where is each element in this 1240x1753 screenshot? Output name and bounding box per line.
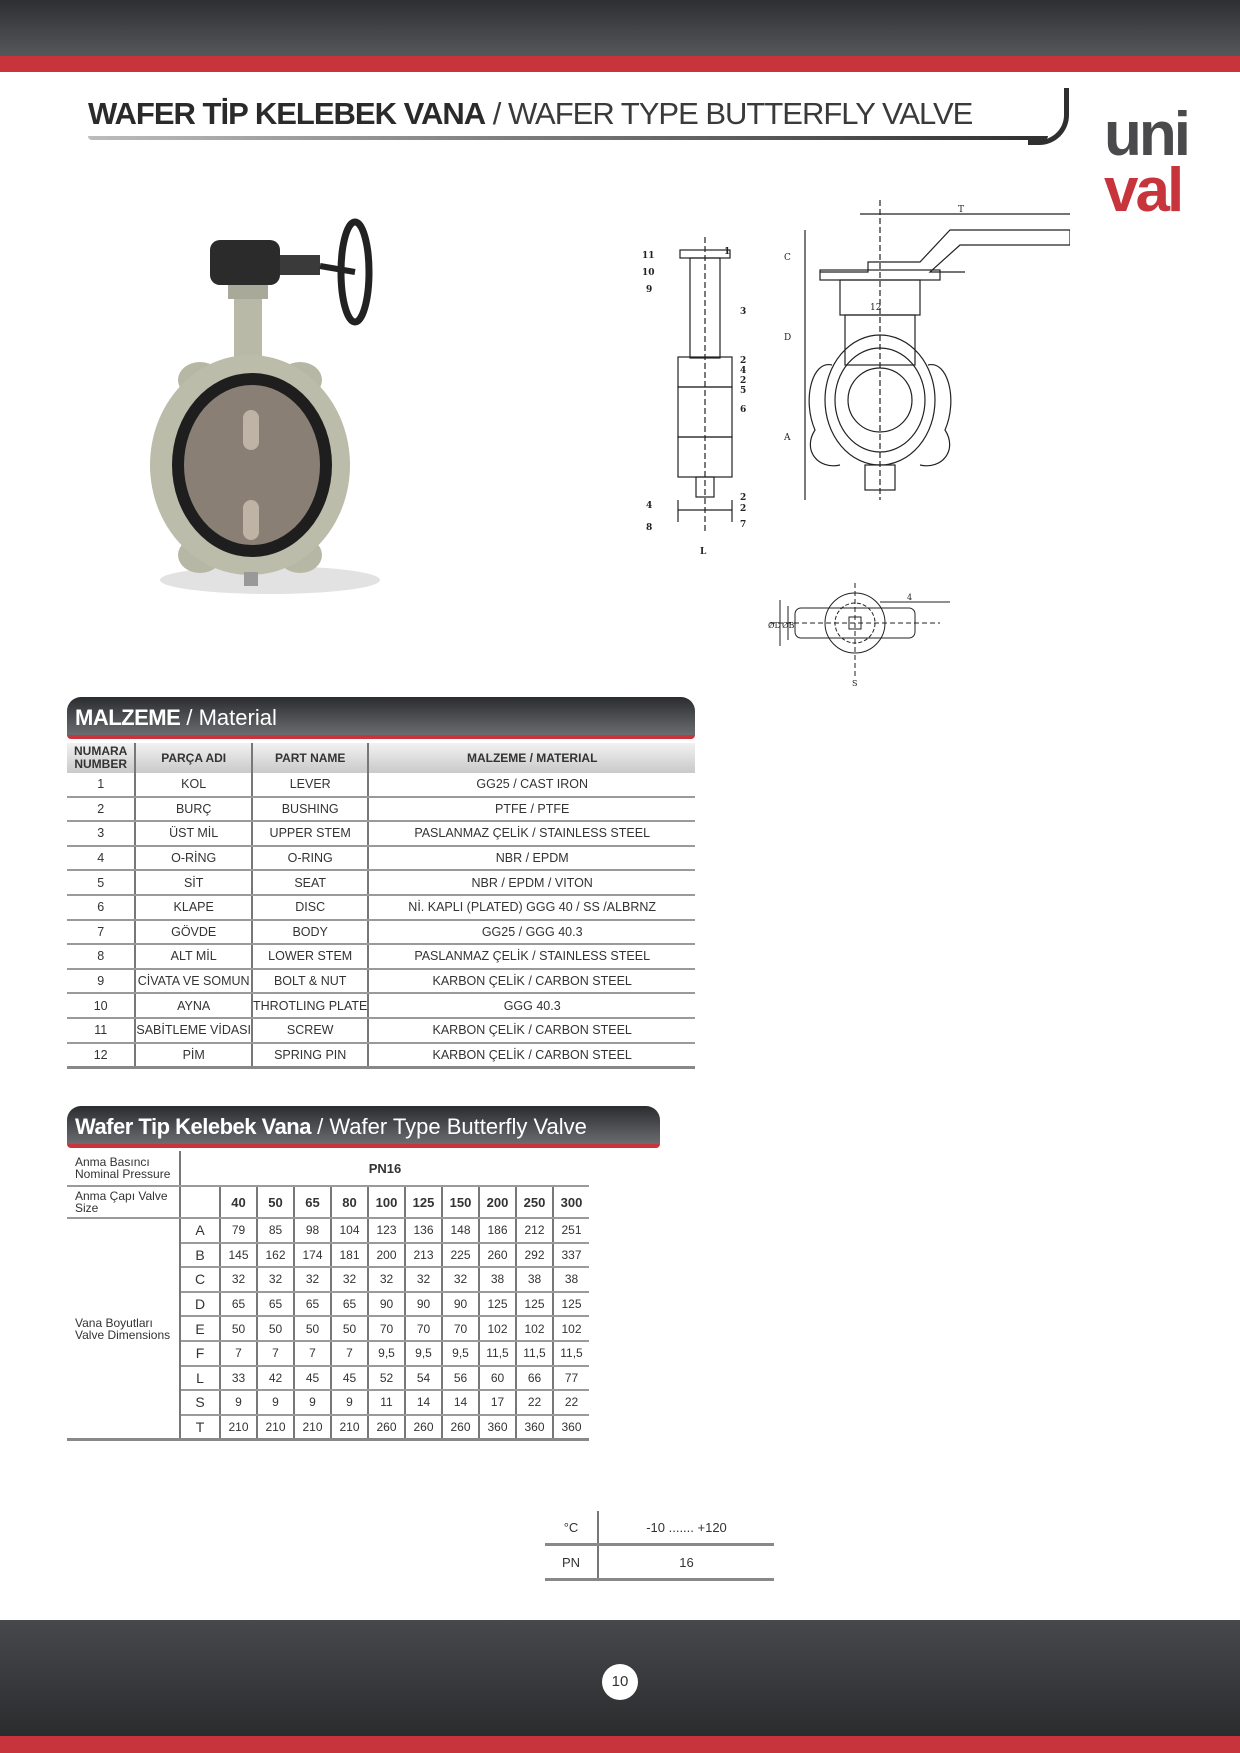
title-bold: WAFER TİP KELEBEK VANA (88, 96, 486, 131)
material-part-name: SCREW (252, 1018, 368, 1043)
dimension-letter: L (180, 1366, 220, 1391)
dim-label-L: L (700, 547, 707, 557)
material-table (67, 743, 695, 1069)
dimension-value: 32 (220, 1267, 257, 1292)
dimension-value: 337 (553, 1243, 589, 1268)
operating-row (545, 1545, 774, 1580)
callout-11: 11 (642, 251, 655, 261)
dimension-value: 90 (368, 1292, 405, 1317)
dimension-row (67, 1218, 589, 1243)
dimension-value: 65 (220, 1292, 257, 1317)
pressure-row (67, 1151, 589, 1186)
dimension-value: 7 (294, 1341, 331, 1366)
footer-red-stripe (0, 1736, 1240, 1753)
material-row (67, 846, 695, 871)
dimension-value: 38 (479, 1267, 516, 1292)
dimension-letter: D (180, 1292, 220, 1317)
top-red-stripe (0, 56, 1240, 72)
dimension-value: 60 (479, 1366, 516, 1391)
title-light: / WAFER TYPE BUTTERFLY VALVE (485, 96, 973, 131)
dimension-value: 22 (553, 1390, 589, 1415)
size-cell: 100 (368, 1186, 405, 1218)
dimension-value: 148 (442, 1218, 479, 1243)
dimension-value: 9,5 (405, 1341, 442, 1366)
dimension-value: 200 (368, 1243, 405, 1268)
dimension-value: 45 (331, 1366, 368, 1391)
dimension-value: 9 (331, 1390, 368, 1415)
dimension-value: 9,5 (442, 1341, 479, 1366)
dimension-value: 136 (405, 1218, 442, 1243)
material-table-header-row (67, 743, 695, 773)
dimension-value: 11,5 (516, 1341, 553, 1366)
logo-line2: val (1104, 156, 1182, 225)
dimension-value: 213 (405, 1243, 442, 1268)
dimension-value: 50 (294, 1316, 331, 1341)
operating-value: -10 ....... +120 (598, 1511, 774, 1545)
dimension-value: 70 (405, 1316, 442, 1341)
material-part-adi: ÜST MİL (135, 821, 252, 846)
dimension-value: 125 (553, 1292, 589, 1317)
dim-label-OB: ØB (782, 621, 795, 630)
material-part-name: BODY (252, 920, 368, 945)
callout-9: 9 (646, 285, 653, 295)
callout-7: 7 (740, 520, 747, 530)
dim-label-OD: ØD (768, 621, 781, 630)
dimension-value: 65 (257, 1292, 294, 1317)
dimension-value: 90 (405, 1292, 442, 1317)
page-title (88, 96, 1078, 140)
dimension-value: 22 (516, 1390, 553, 1415)
material-number: 12 (67, 1043, 135, 1068)
material-material: GGG 40.3 (368, 993, 695, 1018)
size-label: Anma Çapı Valve Size (67, 1186, 180, 1218)
material-section-header (67, 697, 695, 739)
dim-label-D: D (784, 333, 792, 343)
material-row (67, 821, 695, 846)
dimension-value: 11 (368, 1390, 405, 1415)
material-number: 7 (67, 920, 135, 945)
dimension-value: 102 (479, 1316, 516, 1341)
size-row (67, 1186, 589, 1218)
dimension-value: 9 (294, 1390, 331, 1415)
dim-label-C: C (784, 253, 791, 263)
pressure-label: Anma Basıncı Nominal Pressure (67, 1151, 180, 1186)
dimension-value: 210 (257, 1415, 294, 1440)
dimension-value: 360 (516, 1415, 553, 1440)
material-row (67, 1043, 695, 1068)
col-material: MALZEME / MATERIAL (368, 743, 695, 773)
material-part-name: DISC (252, 895, 368, 920)
material-number: 1 (67, 773, 135, 797)
dimension-value: 79 (220, 1218, 257, 1243)
dimension-value: 70 (368, 1316, 405, 1341)
dimension-letter: C (180, 1267, 220, 1292)
dimension-value: 54 (405, 1366, 442, 1391)
material-row (67, 969, 695, 994)
material-number: 6 (67, 895, 135, 920)
operating-table (545, 1511, 774, 1581)
material-material: GG25 / GGG 40.3 (368, 920, 695, 945)
dimension-value: 17 (479, 1390, 516, 1415)
callout-2a: 2 (740, 356, 747, 366)
callout-3: 3 (740, 307, 747, 317)
callout-5: 5 (740, 386, 747, 396)
dimension-value: 85 (257, 1218, 294, 1243)
page-number: 10 (602, 1664, 638, 1700)
callout-1: 1 (724, 247, 731, 257)
material-part-adi: SİT (135, 870, 252, 895)
dimension-value: 9,5 (368, 1341, 405, 1366)
callout-2d: 2 (740, 504, 747, 514)
dimension-value: 292 (516, 1243, 553, 1268)
dimension-value: 125 (516, 1292, 553, 1317)
callout-2b: 2 (740, 376, 747, 386)
dimension-value: 65 (331, 1292, 368, 1317)
valve-dimensions-label: Vana Boyutları Valve Dimensions (67, 1218, 180, 1440)
dimension-value: 225 (442, 1243, 479, 1268)
material-part-adi: BURÇ (135, 797, 252, 822)
dimension-value: 32 (331, 1267, 368, 1292)
dimension-value: 162 (257, 1243, 294, 1268)
callout-4a: 4 (740, 366, 747, 376)
material-part-name: O-RING (252, 846, 368, 871)
dimension-value: 45 (294, 1366, 331, 1391)
top-banner (0, 0, 1240, 56)
dimension-value: 50 (220, 1316, 257, 1341)
material-row (67, 895, 695, 920)
material-number: 4 (67, 846, 135, 871)
title-text (88, 96, 972, 132)
dimension-value: 32 (257, 1267, 294, 1292)
dimension-letter: E (180, 1316, 220, 1341)
col-number: NUMARA NUMBER (67, 743, 135, 773)
dimension-value: 77 (553, 1366, 589, 1391)
material-part-adi: PİM (135, 1043, 252, 1068)
dimension-value: 260 (368, 1415, 405, 1440)
material-number: 11 (67, 1018, 135, 1043)
material-part-adi: KOL (135, 773, 252, 797)
dimension-value: 70 (442, 1316, 479, 1341)
dimension-value: 90 (442, 1292, 479, 1317)
material-row (67, 773, 695, 797)
material-header-bold: MALZEME (75, 705, 181, 730)
dimension-value: 66 (516, 1366, 553, 1391)
material-part-name: UPPER STEM (252, 821, 368, 846)
material-material: PASLANMAZ ÇELİK / STAINLESS STEEL (368, 944, 695, 969)
material-row (67, 920, 695, 945)
material-part-name: SEAT (252, 870, 368, 895)
dimension-header-bold: Wafer Tip Kelebek Vana (75, 1114, 311, 1139)
section-drawing (640, 232, 770, 572)
size-cell: 40 (220, 1186, 257, 1218)
dimension-value: 251 (553, 1218, 589, 1243)
dimension-letter: S (180, 1390, 220, 1415)
flange-drawing (760, 578, 960, 688)
dimension-header-light: / Wafer Type Butterfly Valve (310, 1114, 587, 1139)
dimension-value: 210 (220, 1415, 257, 1440)
dimension-value: 33 (220, 1366, 257, 1391)
material-part-name: THROTLING PLATE (252, 993, 368, 1018)
dimension-value: 32 (368, 1267, 405, 1292)
dim-label-A: A (784, 433, 791, 443)
dimension-value: 260 (405, 1415, 442, 1440)
callout-6: 6 (740, 405, 747, 415)
material-row (67, 944, 695, 969)
material-material: PASLANMAZ ÇELİK / STAINLESS STEEL (368, 821, 695, 846)
dimension-value: 145 (220, 1243, 257, 1268)
valve-photo (140, 200, 400, 610)
callout-8: 8 (646, 523, 653, 533)
size-cell: 200 (479, 1186, 516, 1218)
dim-label-4: 4 (907, 593, 913, 602)
dimension-value: 7 (331, 1341, 368, 1366)
material-row (67, 1018, 695, 1043)
dimension-value: 32 (442, 1267, 479, 1292)
dimension-letter: F (180, 1341, 220, 1366)
size-cell: 250 (516, 1186, 553, 1218)
dimension-value: 174 (294, 1243, 331, 1268)
dimension-value: 32 (294, 1267, 331, 1292)
operating-key: PN (545, 1545, 598, 1580)
material-material: KARBON ÇELİK / CARBON STEEL (368, 1018, 695, 1043)
operating-key: °C (545, 1511, 598, 1545)
material-material: GG25 / CAST IRON (368, 773, 695, 797)
dimension-letter: A (180, 1218, 220, 1243)
material-material: KARBON ÇELİK / CARBON STEEL (368, 1043, 695, 1068)
dimension-value: 9 (257, 1390, 294, 1415)
material-number: 2 (67, 797, 135, 822)
col-part-adi: PARÇA ADI (135, 743, 252, 773)
operating-row (545, 1511, 774, 1545)
univa-logo (1104, 100, 1224, 244)
logo-line1: uni (1104, 100, 1188, 169)
dim-label-12: 12 (870, 303, 882, 313)
dimension-value: 102 (516, 1316, 553, 1341)
dimension-value: 212 (516, 1218, 553, 1243)
size-cell: 50 (257, 1186, 294, 1218)
dimension-letter: B (180, 1243, 220, 1268)
size-corner (180, 1186, 220, 1218)
dimension-value: 260 (479, 1243, 516, 1268)
dimension-value: 181 (331, 1243, 368, 1268)
material-number: 9 (67, 969, 135, 994)
dimension-value: 50 (257, 1316, 294, 1341)
material-part-adi: AYNA (135, 993, 252, 1018)
material-part-adi: KLAPE (135, 895, 252, 920)
dimension-value: 123 (368, 1218, 405, 1243)
material-part-name: LOWER STEM (252, 944, 368, 969)
dimension-value: 9 (220, 1390, 257, 1415)
dimension-value: 14 (442, 1390, 479, 1415)
material-part-name: SPRING PIN (252, 1043, 368, 1068)
dimension-value: 50 (331, 1316, 368, 1341)
size-cell: 300 (553, 1186, 589, 1218)
size-cell: 80 (331, 1186, 368, 1218)
dimension-table (67, 1151, 589, 1441)
dimension-value: 7 (257, 1341, 294, 1366)
dimension-value: 210 (331, 1415, 368, 1440)
material-row (67, 797, 695, 822)
title-underline (88, 136, 1048, 140)
dimension-value: 32 (405, 1267, 442, 1292)
material-number: 3 (67, 821, 135, 846)
dimension-value: 186 (479, 1218, 516, 1243)
callout-2c: 2 (740, 493, 747, 503)
material-material: NBR / EPDM / VITON (368, 870, 695, 895)
material-material: PTFE / PTFE (368, 797, 695, 822)
material-row (67, 993, 695, 1018)
dimension-value: 360 (479, 1415, 516, 1440)
dimension-value: 11,5 (553, 1341, 589, 1366)
col-part-name: PART NAME (252, 743, 368, 773)
dimension-value: 125 (479, 1292, 516, 1317)
material-number: 10 (67, 993, 135, 1018)
material-material: NBR / EPDM (368, 846, 695, 871)
size-cell: 125 (405, 1186, 442, 1218)
material-part-adi: ALT MİL (135, 944, 252, 969)
dimension-value: 38 (516, 1267, 553, 1292)
size-cell: 65 (294, 1186, 331, 1218)
material-part-name: BOLT & NUT (252, 969, 368, 994)
dimension-value: 104 (331, 1218, 368, 1243)
material-part-adi: SABİTLEME VİDASI (135, 1018, 252, 1043)
dimension-value: 14 (405, 1390, 442, 1415)
material-material: Nİ. KAPLI (PLATED) GGG 40 / SS /ALBRNZ (368, 895, 695, 920)
material-material: KARBON ÇELİK / CARBON STEEL (368, 969, 695, 994)
dimension-value: 52 (368, 1366, 405, 1391)
dimension-value: 38 (553, 1267, 589, 1292)
material-part-name: BUSHING (252, 797, 368, 822)
dim-label-T: T (958, 205, 965, 215)
dimension-value: 102 (553, 1316, 589, 1341)
material-part-adi: GÖVDE (135, 920, 252, 945)
front-drawing (770, 200, 1070, 550)
pressure-value: PN16 (180, 1151, 589, 1186)
dimension-value: 42 (257, 1366, 294, 1391)
dimension-section-header (67, 1106, 660, 1148)
dim-label-S: S (852, 679, 858, 688)
material-part-name: LEVER (252, 773, 368, 797)
material-part-adi: O-RİNG (135, 846, 252, 871)
dimension-value: 65 (294, 1292, 331, 1317)
size-cell: 150 (442, 1186, 479, 1218)
dimension-value: 260 (442, 1415, 479, 1440)
dimension-value: 98 (294, 1218, 331, 1243)
material-row (67, 870, 695, 895)
dimension-value: 210 (294, 1415, 331, 1440)
material-header-light: / Material (180, 705, 277, 730)
dimension-value: 11,5 (479, 1341, 516, 1366)
dimension-value: 7 (220, 1341, 257, 1366)
material-number: 8 (67, 944, 135, 969)
callout-4b: 4 (646, 501, 653, 511)
material-part-adi: CİVATA VE SOMUN (135, 969, 252, 994)
callout-10: 10 (642, 268, 655, 278)
material-number: 5 (67, 870, 135, 895)
dimension-value: 56 (442, 1366, 479, 1391)
dimension-letter: T (180, 1415, 220, 1440)
title-swoosh (1028, 88, 1069, 145)
operating-value: 16 (598, 1545, 774, 1580)
dimension-value: 360 (553, 1415, 589, 1440)
